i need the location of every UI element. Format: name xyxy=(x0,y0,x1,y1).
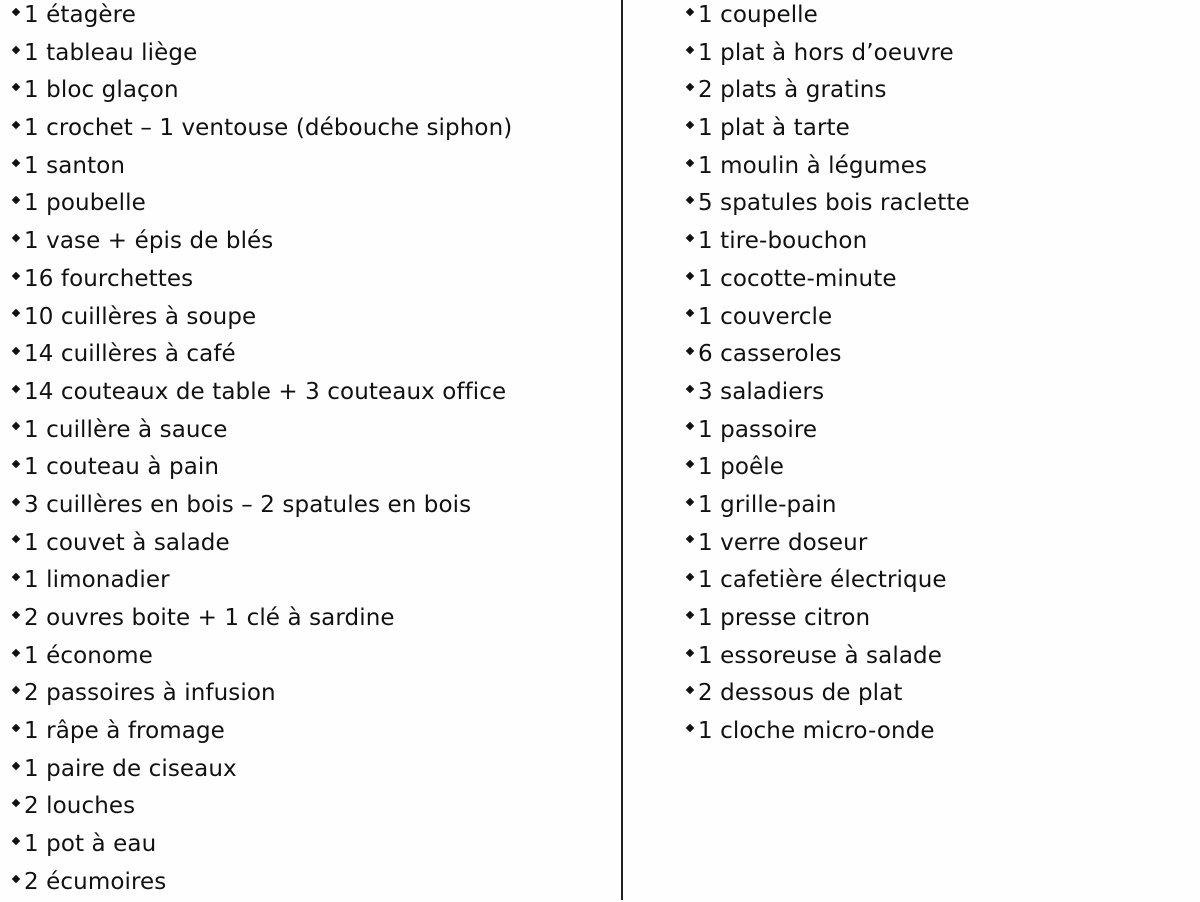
diamond-bullet-icon xyxy=(12,686,20,694)
list-item xyxy=(684,713,1184,751)
item-text: 1 bloc glaçon xyxy=(24,77,179,104)
diamond-bullet-icon xyxy=(686,271,694,279)
diamond-bullet-icon xyxy=(12,8,20,16)
diamond-bullet-icon xyxy=(686,384,694,392)
list-item xyxy=(684,261,1184,299)
item-text: 3 saladiers xyxy=(698,378,825,405)
diamond-bullet-icon xyxy=(12,648,20,656)
item-text: 1 cafetière électrique xyxy=(698,567,947,594)
diamond-bullet-icon xyxy=(12,196,20,204)
diamond-bullet-icon xyxy=(12,121,20,129)
item-text: 2 plats à gratins xyxy=(698,77,887,104)
item-text: 1 plat à hors d’oeuvre xyxy=(698,39,954,66)
diamond-bullet-icon xyxy=(12,271,20,279)
list-item xyxy=(684,412,1184,450)
diamond-bullet-icon xyxy=(686,158,694,166)
list-item xyxy=(10,562,610,600)
list-item xyxy=(684,487,1184,525)
diamond-bullet-icon xyxy=(12,799,20,807)
right-column-list xyxy=(684,0,1184,751)
item-text: 1 couvet à salade xyxy=(24,529,230,556)
item-text: 1 tableau liège xyxy=(24,39,198,66)
diamond-bullet-icon xyxy=(12,309,20,317)
item-text: 1 cocotte-minute xyxy=(698,265,897,292)
list-item xyxy=(684,148,1184,186)
item-text: 1 tire-bouchon xyxy=(698,228,868,255)
diamond-bullet-icon xyxy=(12,422,20,430)
list-item xyxy=(684,525,1184,563)
item-text: 1 vase + épis de blés xyxy=(24,228,274,255)
item-text: 1 limonadier xyxy=(24,567,170,594)
list-item xyxy=(10,261,610,299)
diamond-bullet-icon xyxy=(12,234,20,242)
list-item xyxy=(10,35,610,73)
diamond-bullet-icon xyxy=(12,384,20,392)
list-item xyxy=(684,449,1184,487)
item-text: 1 économe xyxy=(24,642,153,669)
list-item xyxy=(10,185,610,223)
diamond-bullet-icon xyxy=(686,196,694,204)
diamond-bullet-icon xyxy=(686,498,694,506)
item-text: 14 cuillères à café xyxy=(24,341,236,368)
item-text: 2 écumoires xyxy=(24,868,167,895)
diamond-bullet-icon xyxy=(686,648,694,656)
item-text: 1 étagère xyxy=(24,2,136,28)
item-text: 16 fourchettes xyxy=(24,265,194,292)
list-item xyxy=(10,449,610,487)
item-text: 1 plat à tarte xyxy=(698,115,850,142)
list-item xyxy=(684,675,1184,713)
list-item xyxy=(10,299,610,337)
list-item xyxy=(10,788,610,826)
item-text: 1 pot à eau xyxy=(24,831,157,858)
diamond-bullet-icon xyxy=(12,611,20,619)
diamond-bullet-icon xyxy=(686,535,694,543)
list-item xyxy=(10,713,610,751)
diamond-bullet-icon xyxy=(686,234,694,242)
diamond-bullet-icon xyxy=(686,347,694,355)
diamond-bullet-icon xyxy=(12,874,20,882)
item-text: 1 verre doseur xyxy=(698,529,868,556)
column-divider xyxy=(621,0,623,900)
item-text: 14 couteaux de table + 3 couteaux office xyxy=(24,378,507,405)
item-text: 1 santon xyxy=(24,152,126,179)
list-item xyxy=(684,110,1184,148)
list-item xyxy=(10,675,610,713)
item-text: 1 poêle xyxy=(698,454,785,481)
item-text: 1 essoreuse à salade xyxy=(698,642,942,669)
item-text: 5 spatules bois raclette xyxy=(698,190,970,217)
diamond-bullet-icon xyxy=(686,611,694,619)
list-item xyxy=(684,0,1184,35)
diamond-bullet-icon xyxy=(686,8,694,16)
list-item xyxy=(10,72,610,110)
diamond-bullet-icon xyxy=(686,686,694,694)
list-item xyxy=(684,562,1184,600)
diamond-bullet-icon xyxy=(686,460,694,468)
item-text: 3 cuillères en bois – 2 spatules en bois xyxy=(24,491,472,518)
diamond-bullet-icon xyxy=(12,158,20,166)
diamond-bullet-icon xyxy=(12,573,20,581)
item-text: 2 dessous de plat xyxy=(698,680,903,707)
list-item xyxy=(684,638,1184,676)
item-text: 1 passoire xyxy=(698,416,818,443)
diamond-bullet-icon xyxy=(686,422,694,430)
item-text: 2 passoires à infusion xyxy=(24,680,276,707)
left-column-list xyxy=(10,0,610,902)
item-text: 10 cuillères à soupe xyxy=(24,303,257,330)
list-item xyxy=(10,826,610,864)
diamond-bullet-icon xyxy=(12,45,20,53)
list-item xyxy=(10,864,610,902)
list-item xyxy=(10,374,610,412)
item-text: 2 louches xyxy=(24,793,136,820)
diamond-bullet-icon xyxy=(12,837,20,845)
item-text: 1 presse citron xyxy=(698,605,871,631)
item-text: 6 casseroles xyxy=(698,341,842,368)
item-text: 1 couteau à pain xyxy=(24,454,220,481)
list-item xyxy=(684,336,1184,374)
item-text: 1 cloche micro-onde xyxy=(698,718,935,745)
list-item xyxy=(684,600,1184,638)
diamond-bullet-icon xyxy=(686,45,694,53)
list-item xyxy=(684,72,1184,110)
list-item xyxy=(10,525,610,563)
item-text: 1 poubelle xyxy=(24,190,146,217)
diamond-bullet-icon xyxy=(686,309,694,317)
item-text: 1 crochet – 1 ventouse (débouche siphon) xyxy=(24,115,513,142)
list-item xyxy=(10,638,610,676)
item-text: 2 ouvres boite + 1 clé à sardine xyxy=(24,605,395,631)
item-text: 1 coupelle xyxy=(698,2,818,28)
list-item xyxy=(684,35,1184,73)
diamond-bullet-icon xyxy=(686,573,694,581)
item-text: 1 moulin à légumes xyxy=(698,152,928,179)
list-item xyxy=(684,223,1184,261)
list-item xyxy=(10,600,610,638)
diamond-bullet-icon xyxy=(12,724,20,732)
list-item xyxy=(10,148,610,186)
list-item xyxy=(10,487,610,525)
diamond-bullet-icon xyxy=(686,121,694,129)
list-item xyxy=(684,374,1184,412)
diamond-bullet-icon xyxy=(12,460,20,468)
diamond-bullet-icon xyxy=(12,761,20,769)
list-item xyxy=(10,412,610,450)
list-item xyxy=(684,299,1184,337)
item-text: 1 paire de ciseaux xyxy=(24,755,237,782)
list-item xyxy=(10,0,610,35)
diamond-bullet-icon xyxy=(12,83,20,91)
item-text: 1 grille-pain xyxy=(698,491,837,518)
diamond-bullet-icon xyxy=(12,535,20,543)
item-text: 1 râpe à fromage xyxy=(24,718,225,745)
diamond-bullet-icon xyxy=(12,498,20,506)
list-item xyxy=(684,185,1184,223)
diamond-bullet-icon xyxy=(686,83,694,91)
item-text: 1 cuillère à sauce xyxy=(24,416,228,443)
list-item xyxy=(10,223,610,261)
list-item xyxy=(10,336,610,374)
list-item xyxy=(10,751,610,789)
list-item xyxy=(10,110,610,148)
diamond-bullet-icon xyxy=(12,347,20,355)
item-text: 1 couvercle xyxy=(698,303,833,330)
diamond-bullet-icon xyxy=(686,724,694,732)
